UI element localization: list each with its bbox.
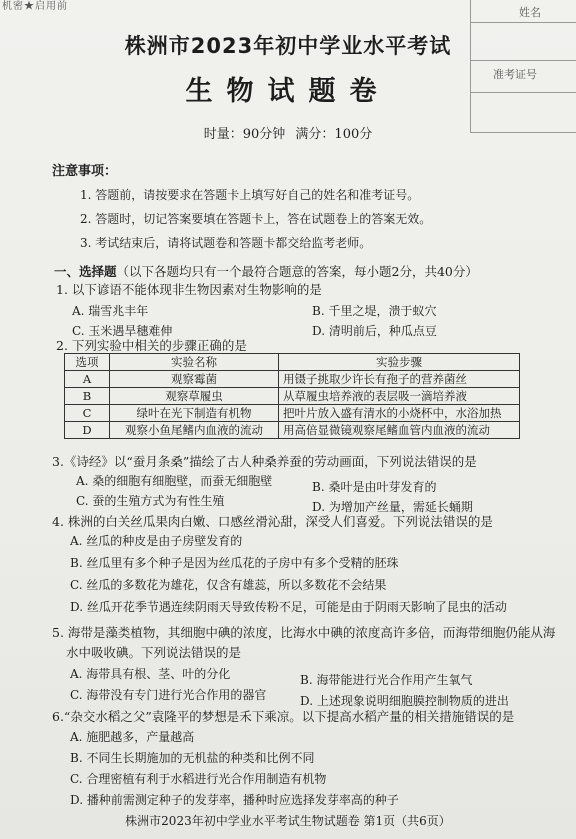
question-6-option-d: D. 播种前需测定种子的发芽率，播种时应选择发芽率高的种子	[70, 793, 399, 807]
table-cell: 绿叶在光下制造有机物	[110, 405, 279, 422]
exam-subtitle: 生物试题卷	[185, 76, 391, 107]
table-row	[65, 405, 520, 422]
table-cell: 用镊子挑取少许长有孢子的营养菌丝	[279, 371, 520, 388]
question-3-option-a: A. 桑的细胞有细胞壁，而蚕无细胞壁	[76, 474, 273, 488]
table-cell: B	[65, 388, 110, 405]
table-cell: 把叶片放入盛有清水的小烧杯中，水浴加热	[279, 405, 520, 422]
experiment-table	[64, 353, 520, 439]
candidate-id-box	[470, 0, 576, 133]
table-cell: 用高倍显微镜观察尾鳍血管内血液的流动	[279, 422, 520, 439]
question-6-option-b: B. 不同生长期施加的无机盐的种类和比例不同	[70, 751, 315, 765]
table-cell: A	[65, 371, 110, 388]
ticket-number-label: 准考证号	[493, 68, 537, 81]
note-item: 1. 答题前，请按要求在答题卡上填写好自己的姓名和准考证号。	[80, 188, 420, 202]
question-4-option-c: C. 丝瓜的多数花为雄花，仅含有雄蕊，所以多数花不会结果	[70, 578, 387, 592]
table-cell: 观察霉菌	[110, 371, 279, 388]
question-1-option-b: B. 千里之堤，溃于蚁穴	[312, 304, 437, 318]
note-item: 2. 答题时，切记答案要填在答题卡上，答在试题卷上的答案无效。	[80, 212, 432, 226]
question-4-stem: 4. 株洲的白关丝瓜果肉白嫩、口感丝滑沁甜，深受人们喜爱。下列说法错误的是	[52, 514, 493, 529]
question-3-option-c: C. 蚕的生殖方式为有性生殖	[76, 494, 225, 508]
table-row	[65, 422, 520, 439]
question-5-option-c: C. 海带没有专门进行光合作用的器官	[70, 688, 267, 702]
section-title: 一、选择题	[54, 264, 117, 279]
question-3-option-d: D. 为增加产丝量，需延长蛹期	[312, 500, 473, 514]
question-5-option-a: A. 海带具有根、茎、叶的分化	[70, 667, 231, 681]
note-item: 3. 考试结束后，请将试题卷和答题卡都交给监考老师。	[80, 236, 372, 250]
table-header: 实验步骤	[279, 354, 520, 371]
table-header: 选项	[65, 354, 110, 371]
question-6-option-a: A. 施肥越多，产量越高	[70, 730, 195, 744]
question-1-option-c: C. 玉米遇旱穗难伸	[72, 324, 173, 338]
table-cell: 从草履虫培养液的表层吸一滴培养液	[279, 388, 520, 405]
notes-title: 注意事项：	[52, 164, 118, 179]
confidential-mark: 机密★启用前	[2, 1, 68, 12]
question-6-stem: 6.“杂交水稻之父”袁隆平的梦想是禾下乘凉。以下提高水稻产量的相关措施错误的是	[52, 709, 515, 724]
table-row	[65, 388, 520, 405]
divider-line	[471, 60, 576, 61]
question-4-option-a: A. 丝瓜的种皮是由子房壁发育的	[70, 534, 243, 548]
table-header-row	[65, 354, 520, 371]
question-1-option-a: A. 瑞雪兆丰年	[72, 304, 149, 318]
exam-title: 株洲市2023年初中学业水平考试	[124, 34, 452, 58]
table-header: 实验名称	[110, 354, 279, 371]
table-cell: D	[65, 422, 110, 439]
time-and-score: 时量：90分钟 满分：100分	[203, 127, 373, 142]
page-footer: 株洲市2023年初中学业水平考试生物试题卷 第1页（共6页）	[125, 814, 451, 828]
name-line	[471, 22, 576, 23]
question-2-stem: 2. 下列实验中相关的步骤正确的是	[56, 338, 247, 353]
table-cell: C	[65, 405, 110, 422]
section-desc: （以下各题均只有一个最符合题意的答案，每小题2分，共40分）	[116, 264, 478, 279]
question-6-option-c: C. 合理密植有利于水稻进行光合作用制造有机物	[70, 772, 327, 786]
question-3-option-b: B. 桑叶是由叶芽发育的	[312, 480, 437, 494]
question-5-stem: 5. 海带是藻类植物，其细胞中碘的浓度，比海水中碘的浓度高许多倍，而海带细胞仍能从海	[52, 625, 556, 640]
question-5-option-d: D. 上述现象说明细胞膜控制物质的进出	[300, 694, 509, 708]
table-row	[65, 371, 520, 388]
question-1-option-d: D. 清明前后，种瓜点豆	[312, 324, 437, 338]
question-1-stem: 1. 以下谚语不能体现非生物因素对生物影响的是	[56, 282, 322, 297]
question-5-stem-cont: 水中吸收碘。下列说法错误的是	[66, 645, 242, 660]
table-cell: 观察小鱼尾鳍内血液的流动	[110, 422, 279, 439]
question-4-option-d: D. 丝瓜开花季节遇连续阴雨天导致传粉不足，可能是由于阴雨天影响了昆虫的活动	[70, 600, 507, 614]
question-3-stem: 3.《诗经》以“蚕月条桑”描绘了古人种桑养蚕的劳动画面，下列说法错误的是	[52, 454, 477, 469]
question-4-option-b: B. 丝瓜里有多个种子是因为丝瓜花的子房中有多个受精的胚珠	[70, 556, 399, 570]
table-cell: 观察草履虫	[110, 388, 279, 405]
question-5-option-b: B. 海带能进行光合作用产生氧气	[300, 673, 473, 687]
section-heading	[54, 262, 478, 280]
name-label: 姓名	[519, 6, 541, 19]
